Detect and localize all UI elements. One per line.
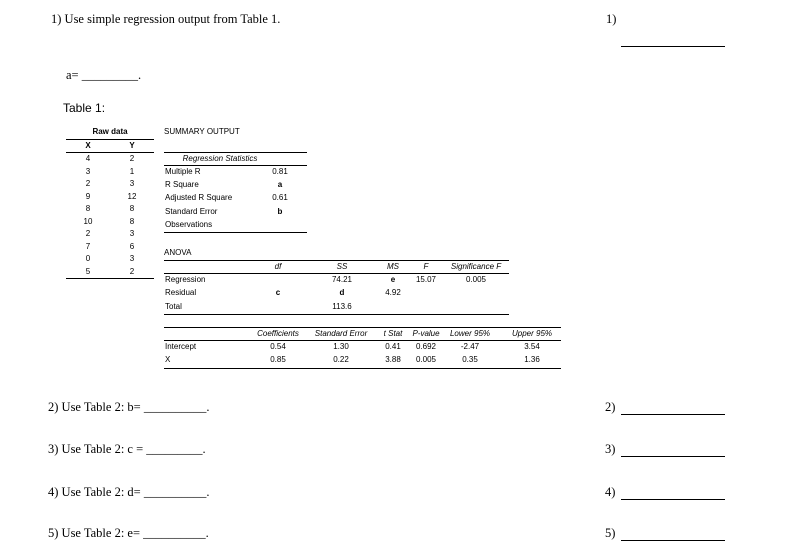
raw-x-cell: 9 bbox=[85, 191, 91, 201]
anova-top-rule bbox=[164, 260, 509, 261]
anova-f-cell: 15.07 bbox=[415, 275, 437, 284]
anova-row-label: Residual bbox=[165, 288, 197, 298]
question-1-prompt: 1) Use simple regression output from Table 1. bbox=[51, 12, 281, 26]
raw-y-cell: 2 bbox=[129, 266, 135, 276]
coef-value-cell: 0.85 bbox=[270, 355, 286, 364]
anova-ms-cell: 4.92 bbox=[385, 288, 401, 298]
raw-data-row bbox=[66, 191, 154, 204]
regstats-mid-rule bbox=[164, 165, 307, 166]
raw-x-cell: 0 bbox=[85, 254, 91, 263]
regstats-label: Observations bbox=[165, 219, 213, 229]
raw-x-cell: 4 bbox=[85, 154, 91, 163]
answer-line-1[interactable] bbox=[621, 46, 725, 47]
anova-header-ms: MS bbox=[387, 262, 399, 271]
raw-x-cell: 10 bbox=[83, 216, 93, 226]
coef-row-label: Intercept bbox=[165, 342, 197, 351]
raw-y-cell: 8 bbox=[129, 204, 135, 213]
blank-a-line[interactable]: _________. bbox=[81, 68, 142, 82]
answer-line[interactable] bbox=[621, 540, 725, 541]
anova-ss-cell: d bbox=[339, 288, 345, 298]
coef-value-cell: 3.88 bbox=[385, 355, 401, 364]
blank-a-label: a= bbox=[66, 68, 82, 82]
anova-mid-rule bbox=[164, 273, 509, 274]
question-1-number: 1) bbox=[606, 12, 617, 26]
anova-header-df: df bbox=[274, 262, 282, 271]
raw-data-table bbox=[66, 126, 154, 279]
regstats-heading: Regression Statistics bbox=[182, 154, 258, 163]
raw-data-row bbox=[66, 166, 154, 179]
anova-row-label: Regression bbox=[165, 275, 206, 284]
question-prompt-text: 2) Use Table 2: b= bbox=[48, 400, 144, 414]
raw-data-row bbox=[66, 228, 154, 241]
coef-mid-rule bbox=[164, 340, 561, 341]
regstats-top-rule bbox=[164, 152, 307, 153]
table1-label: Table 1: bbox=[63, 101, 106, 115]
question-prompt-text: 5) Use Table 2: e= bbox=[48, 526, 144, 540]
raw-y-cell: 1 bbox=[129, 166, 135, 176]
coef-value-cell: 0.41 bbox=[385, 342, 401, 351]
raw-data-title: Raw data bbox=[92, 127, 128, 136]
anova-header-f: F bbox=[423, 262, 429, 271]
regstats-value: 0.61 bbox=[272, 193, 288, 203]
coef-value-cell: 0.692 bbox=[415, 342, 437, 351]
raw-x-cell: 5 bbox=[85, 266, 91, 276]
coef-header: Standard Error bbox=[314, 329, 368, 338]
question-number: 3) bbox=[605, 442, 616, 456]
anova-df-cell: c bbox=[275, 288, 281, 298]
anova-ss-cell: 113.6 bbox=[332, 301, 352, 311]
question-number: 2) bbox=[605, 400, 616, 414]
regstats-value: a bbox=[277, 180, 283, 190]
regstats-bottom-rule bbox=[164, 232, 307, 233]
question-number: 5) bbox=[605, 526, 616, 540]
coef-header: Coefficients bbox=[257, 329, 299, 338]
question-3-prompt bbox=[48, 442, 206, 457]
raw-x-cell: 7 bbox=[85, 241, 91, 251]
raw-data-row bbox=[66, 153, 154, 166]
answer-line[interactable] bbox=[621, 456, 725, 457]
blank-a bbox=[66, 68, 141, 83]
raw-data-row bbox=[66, 203, 154, 216]
raw-data-row bbox=[66, 178, 154, 191]
regstats-label: Multiple R bbox=[165, 167, 201, 176]
raw-data-row bbox=[66, 253, 154, 266]
raw-y-cell: 6 bbox=[129, 241, 135, 251]
raw-y-cell: 8 bbox=[129, 216, 135, 226]
regstats-label: Adjusted R Square bbox=[165, 193, 233, 203]
anova-header-sig: Significance F bbox=[450, 262, 502, 271]
raw-x-cell: 2 bbox=[85, 179, 91, 188]
coef-top-rule bbox=[164, 327, 561, 328]
anova-header-ss: SS bbox=[336, 262, 348, 271]
coef-value-cell: 0.35 bbox=[462, 355, 478, 364]
raw-data-row bbox=[66, 266, 154, 279]
raw-data-row bbox=[66, 241, 154, 254]
regstats-value: b bbox=[277, 206, 283, 216]
answer-line[interactable] bbox=[621, 499, 725, 500]
raw-x-cell: 2 bbox=[85, 229, 91, 238]
coef-header: P-value bbox=[412, 329, 440, 338]
raw-x-cell: 8 bbox=[85, 204, 91, 213]
question-5-prompt bbox=[48, 526, 209, 541]
coef-header: t Stat bbox=[383, 329, 403, 338]
raw-y-cell: 3 bbox=[129, 179, 135, 188]
question-inline-blank[interactable]: __________. bbox=[143, 400, 210, 414]
raw-header-x: X bbox=[85, 140, 91, 150]
summary-title: SUMMARY OUTPUT bbox=[164, 127, 240, 136]
coef-value-cell: 0.005 bbox=[415, 355, 437, 364]
anova-row-label: Total bbox=[165, 301, 182, 311]
coef-header: Lower 95% bbox=[449, 329, 491, 338]
anova-ms-cell: e bbox=[390, 275, 396, 284]
regstats-label: R Square bbox=[165, 180, 199, 190]
answer-line[interactable] bbox=[621, 414, 725, 415]
raw-y-cell: 12 bbox=[127, 191, 137, 201]
raw-x-cell: 3 bbox=[85, 166, 91, 176]
anova-bottom-rule bbox=[164, 314, 509, 315]
raw-y-cell: 3 bbox=[129, 254, 135, 263]
coef-value-cell: 0.54 bbox=[270, 342, 286, 351]
anova-title: ANOVA bbox=[164, 248, 192, 257]
coef-value-cell: -2.47 bbox=[460, 342, 480, 351]
raw-header-y: Y bbox=[129, 140, 135, 150]
regstats-value: 0.81 bbox=[272, 167, 288, 176]
anova-ss-cell: 74.21 bbox=[331, 275, 353, 284]
question-inline-blank[interactable]: _________. bbox=[146, 442, 206, 456]
raw-y-cell: 2 bbox=[129, 154, 135, 163]
regstats-label: Standard Error bbox=[165, 206, 218, 216]
coef-row-label: X bbox=[165, 355, 171, 364]
question-inline-blank[interactable]: __________. bbox=[143, 485, 210, 499]
coef-value-cell: 1.36 bbox=[524, 355, 540, 364]
coef-bottom-rule bbox=[164, 368, 561, 369]
raw-data-row bbox=[66, 216, 154, 229]
question-2-prompt bbox=[48, 400, 209, 415]
coef-value-cell: 3.54 bbox=[524, 342, 540, 351]
question-prompt-text: 3) Use Table 2: c = bbox=[48, 442, 147, 456]
question-number: 4) bbox=[605, 485, 616, 499]
coef-value-cell: 1.30 bbox=[333, 342, 349, 351]
coef-value-cell: 0.22 bbox=[333, 355, 349, 364]
question-prompt-text: 4) Use Table 2: d= bbox=[48, 485, 144, 499]
question-inline-blank[interactable]: __________. bbox=[143, 526, 209, 540]
raw-y-cell: 3 bbox=[129, 229, 135, 238]
anova-sig-cell: 0.005 bbox=[465, 275, 487, 284]
question-4-prompt bbox=[48, 485, 209, 500]
coef-header: Upper 95% bbox=[511, 329, 553, 338]
